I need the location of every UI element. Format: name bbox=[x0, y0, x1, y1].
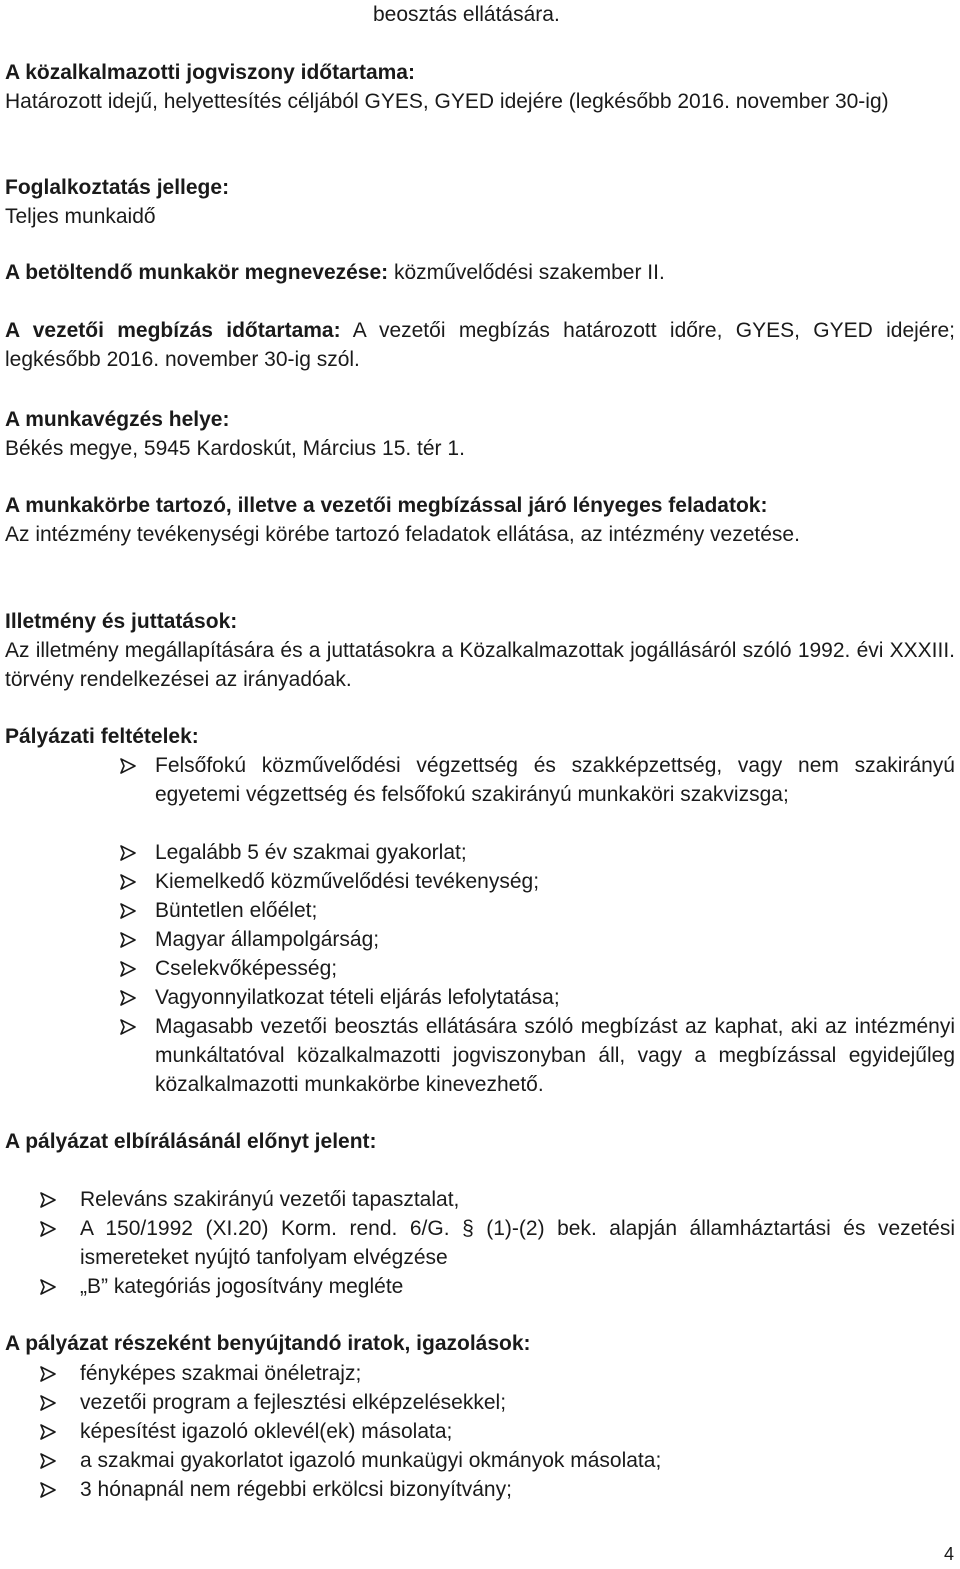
list-item bbox=[120, 954, 955, 983]
arrow-bullet-icon bbox=[40, 1446, 66, 1475]
list-item-text: Felsőfokú közművelődési végzettség és szakképzettség, vagy nem szakirányú egyetemi végzettség és felsőfokú szakirányú munkaköri szakvizsga; bbox=[155, 754, 955, 806]
arrow-bullet-icon bbox=[40, 1475, 66, 1504]
list-item-text: képesítést igazoló oklevél(ek) másolata; bbox=[80, 1420, 453, 1443]
section-conditions bbox=[5, 722, 955, 751]
list-item bbox=[120, 925, 955, 954]
list-item bbox=[120, 867, 955, 896]
list-item bbox=[40, 1475, 955, 1504]
section-heading: A munkakörbe tartozó, illetve a vezetői megbízással járó lényeges feladatok: bbox=[5, 494, 768, 517]
section-text: Teljes munkaidő bbox=[5, 205, 156, 228]
section-heading: A pályázat elbírálásánál előnyt jelent: bbox=[5, 1130, 377, 1153]
arrow-bullet-icon bbox=[40, 1388, 66, 1417]
list-item bbox=[40, 1359, 955, 1388]
arrow-bullet-icon bbox=[120, 838, 146, 867]
continued-line: beosztás ellátására. bbox=[373, 3, 560, 26]
arrow-bullet-icon bbox=[120, 896, 146, 925]
list-item bbox=[40, 1388, 955, 1417]
list-item-text: „B” kategóriás jogosítvány megléte bbox=[80, 1275, 404, 1298]
section-text: Az illetmény megállapítására és a juttatásokra a Közalkalmazottak jogállásáról szóló 1992. évi XXXIII. törvény rendelkezései az irányadóak. bbox=[5, 639, 955, 691]
section-advantages bbox=[5, 1127, 955, 1156]
section-text: Határozott idejű, helyettesítés céljából GYES, GYED idejére (legkésőbb 2016. november 30-ig) bbox=[5, 90, 889, 113]
list-item bbox=[40, 1185, 955, 1214]
list-item-text: Kiemelkedő közművelődési tevékenység; bbox=[155, 870, 540, 893]
arrow-bullet-icon bbox=[120, 867, 146, 896]
section-salary bbox=[5, 607, 955, 694]
list-item bbox=[120, 751, 955, 809]
list-item-text: Releváns szakirányú vezetői tapasztalat, bbox=[80, 1188, 460, 1211]
section-tasks bbox=[5, 491, 955, 549]
arrow-bullet-icon bbox=[40, 1417, 66, 1446]
list-item-text: 3 hónapnál nem régebbi erkölcsi bizonyítvány; bbox=[80, 1478, 512, 1501]
arrow-bullet-icon bbox=[40, 1272, 66, 1301]
list-item bbox=[120, 838, 955, 867]
section-text: közművelődési szakember II. bbox=[394, 261, 665, 284]
list-item-text: Legalább 5 év szakmai gyakorlat; bbox=[155, 841, 467, 864]
list-item-text: Magasabb vezetői beosztás ellátására szóló megbízást az kaphat, aki az intézményi munkáltatóval közalkalmazotti jogviszonyban áll, vagy a megbízással egyidejűleg közalkalmazotti munkakörbe kinevezhető. bbox=[155, 1015, 955, 1096]
section-heading: Illetmény és juttatások: bbox=[5, 610, 238, 633]
list-item-text: Vagyonnyilatkozat tételi eljárás lefolytatása; bbox=[155, 986, 560, 1009]
arrow-bullet-icon bbox=[120, 751, 146, 780]
arrow-bullet-icon bbox=[120, 925, 146, 954]
arrow-bullet-icon bbox=[40, 1359, 66, 1388]
list-item-text: Magyar állampolgárság; bbox=[155, 928, 380, 951]
section-text: Békés megye, 5945 Kardoskút, Március 15. tér 1. bbox=[5, 437, 465, 460]
section-employment bbox=[5, 173, 955, 231]
section-duration bbox=[5, 58, 955, 116]
list-item-text: fényképes szakmai önéletrajz; bbox=[80, 1362, 362, 1385]
list-item bbox=[120, 1012, 955, 1099]
arrow-bullet-icon bbox=[120, 983, 146, 1012]
section-heading: A betöltendő munkakör megnevezése: bbox=[5, 261, 389, 284]
arrow-bullet-icon bbox=[120, 1012, 146, 1041]
arrow-bullet-icon bbox=[40, 1185, 66, 1214]
list-item bbox=[120, 983, 955, 1012]
arrow-bullet-icon bbox=[40, 1214, 66, 1243]
list-item-text: A 150/1992 (XI.20) Korm. rend. 6/G. § (1)-(2) bek. alapján államháztartási és vezetési ismereteket nyújtó tanfolyam elvégzése bbox=[80, 1217, 955, 1269]
list-item bbox=[40, 1446, 955, 1475]
list-item bbox=[40, 1214, 955, 1272]
section-text: Az intézmény tevékenységi körébe tartozó feladatok ellátása, az intézmény vezetése. bbox=[5, 523, 800, 546]
section-heading: A munkavégzés helye: bbox=[5, 408, 230, 431]
list-item-text: vezetői program a fejlesztési elképzelésekkel; bbox=[80, 1391, 507, 1414]
list-item bbox=[40, 1417, 955, 1446]
section-heading: A pályázat részeként benyújtandó iratok, igazolások: bbox=[5, 1332, 531, 1355]
section-heading: Pályázati feltételek: bbox=[5, 725, 199, 748]
section-documents bbox=[5, 1329, 955, 1358]
section-text: A vezetői megbízás határozott időre, GYES, GYED idejére; legkésőbb 2016. november 30-ig szól. bbox=[5, 319, 955, 371]
list-item-text: Cselekvőképesség; bbox=[155, 957, 338, 980]
page-number: 4 bbox=[943, 1544, 954, 1564]
list-item bbox=[40, 1272, 955, 1301]
arrow-bullet-icon bbox=[120, 954, 146, 983]
section-workplace bbox=[5, 405, 955, 463]
list-item-text: Büntetlen előélet; bbox=[155, 899, 318, 922]
section-mandate bbox=[5, 316, 955, 374]
list-item bbox=[120, 896, 955, 925]
section-heading: A vezetői megbízás időtartama: bbox=[5, 319, 341, 342]
list-item-text: a szakmai gyakorlatot igazoló munkaügyi okmányok másolata; bbox=[80, 1449, 662, 1472]
section-heading: A közalkalmazotti jogviszony időtartama: bbox=[5, 61, 415, 84]
section-heading: Foglalkoztatás jellege: bbox=[5, 176, 230, 199]
section-position bbox=[5, 258, 955, 287]
